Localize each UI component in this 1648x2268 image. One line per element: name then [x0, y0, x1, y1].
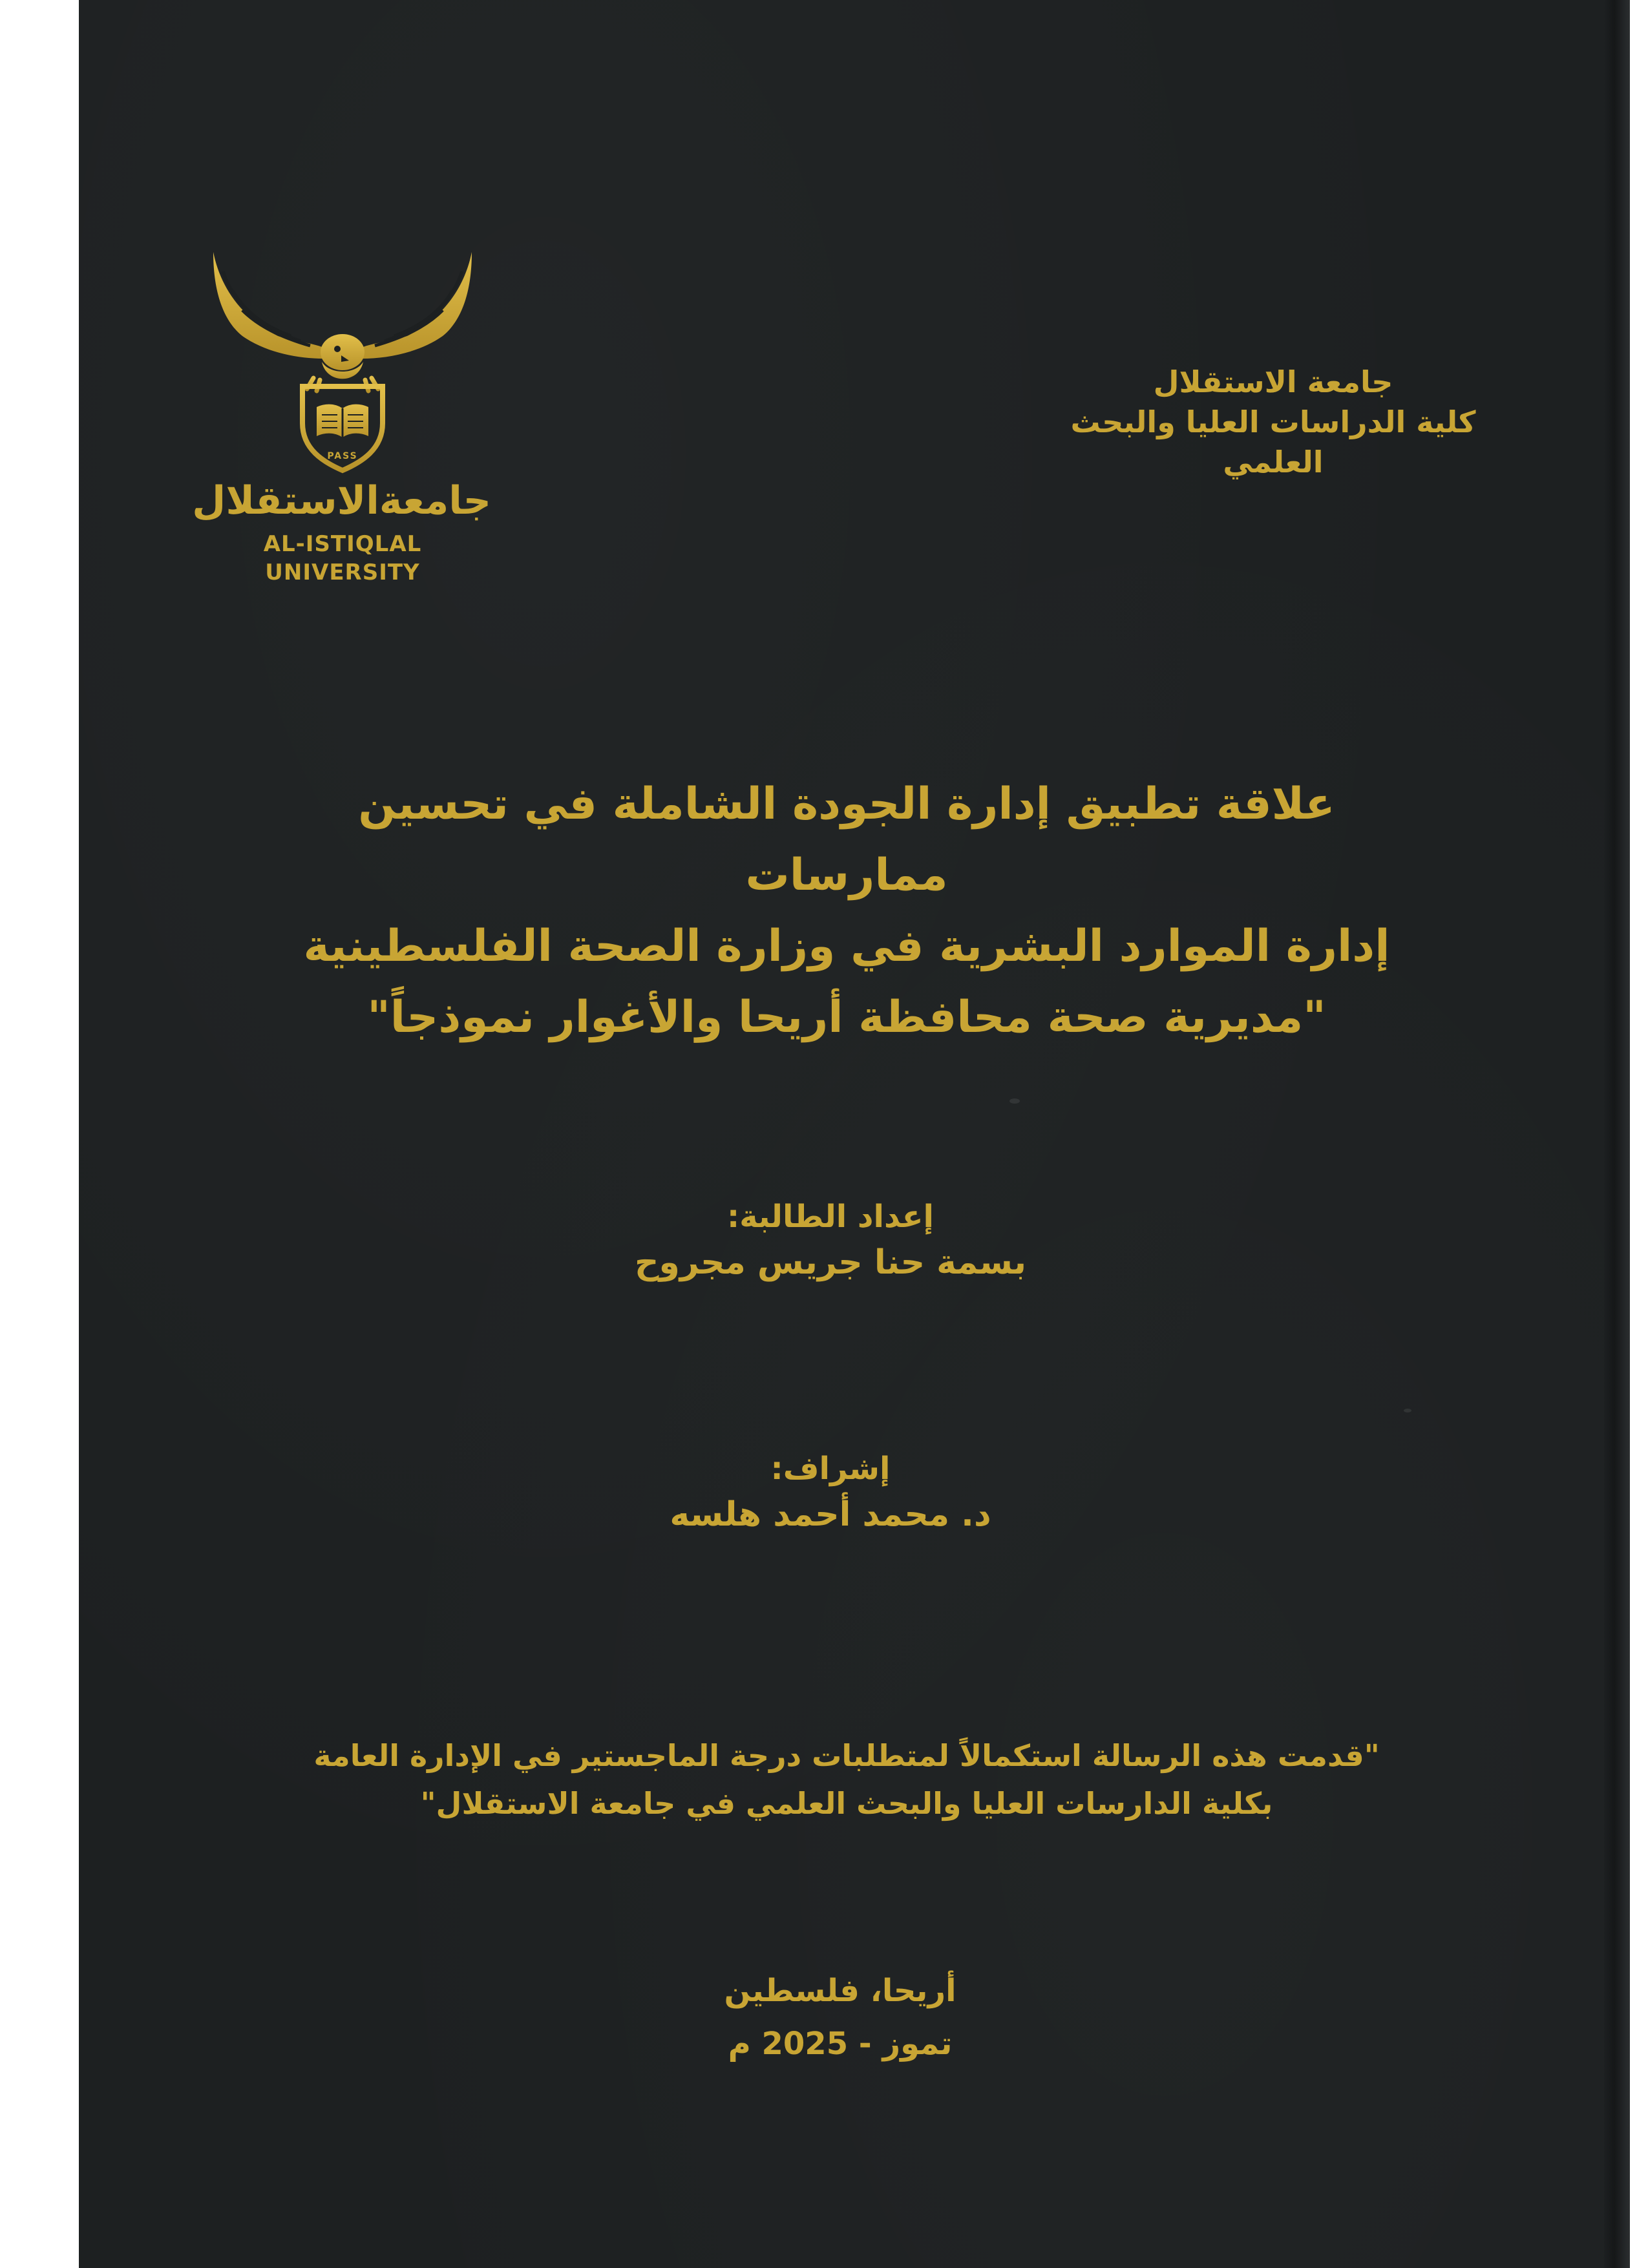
title-line-1: علاقة تطبيق إدارة الجودة الشاملة في تحسين ممارسات: [358, 779, 1335, 901]
faculty-name: كلية الدراسات العليا والبحث العلمي: [1070, 404, 1476, 479]
eagle-book-shield-icon: [194, 246, 491, 478]
supervisor-label: إشراف:: [770, 1451, 891, 1487]
submission-note-line-2: بكلية الدارسات العليا والبحث العلمي في جامعة الاستقلال": [420, 1786, 1273, 1821]
student-label: إعداد الطالبة:: [727, 1199, 934, 1235]
submission-note-line-1: "قدمت هذه الرسالة استكمالاً لمتطلبات درجة الماجستير في الإدارة العامة: [313, 1738, 1380, 1773]
cover-scuff: [1009, 1098, 1020, 1104]
place: أريحا، فلسطين: [724, 1973, 956, 2009]
place-date: [582, 1964, 1099, 2070]
cover-spine-edge: [1604, 0, 1630, 2268]
supervisor-name: د. محمد أحمد هلسه: [670, 1495, 991, 1534]
logo-arabic-name: جامعةالاستقلال: [192, 478, 491, 523]
university-name: جامعة الاستقلال: [1153, 364, 1393, 399]
title-line-3: "مديرية صحة محافظة أريحا والأغوار نموذجاً": [367, 992, 1326, 1043]
title-line-2: إدارة الموارد البشرية في وزارة الصحة الفلسطينية: [303, 921, 1390, 972]
university-header: [1021, 362, 1525, 482]
logo-english-name: AL-ISTIQLAL UNIVERSITY: [263, 531, 422, 585]
university-logo: [192, 246, 491, 585]
student-section: [491, 1195, 1170, 1287]
student-name: بسمة حنا جريس مجروح: [634, 1243, 1027, 1282]
date: تموز - 2025 م: [728, 2026, 953, 2062]
cover-scuff: [1404, 1409, 1411, 1412]
thesis-title: [271, 769, 1422, 1053]
shield-text: PASS: [327, 451, 358, 461]
submission-note: [297, 1732, 1396, 1827]
supervisor-section: [491, 1447, 1170, 1539]
